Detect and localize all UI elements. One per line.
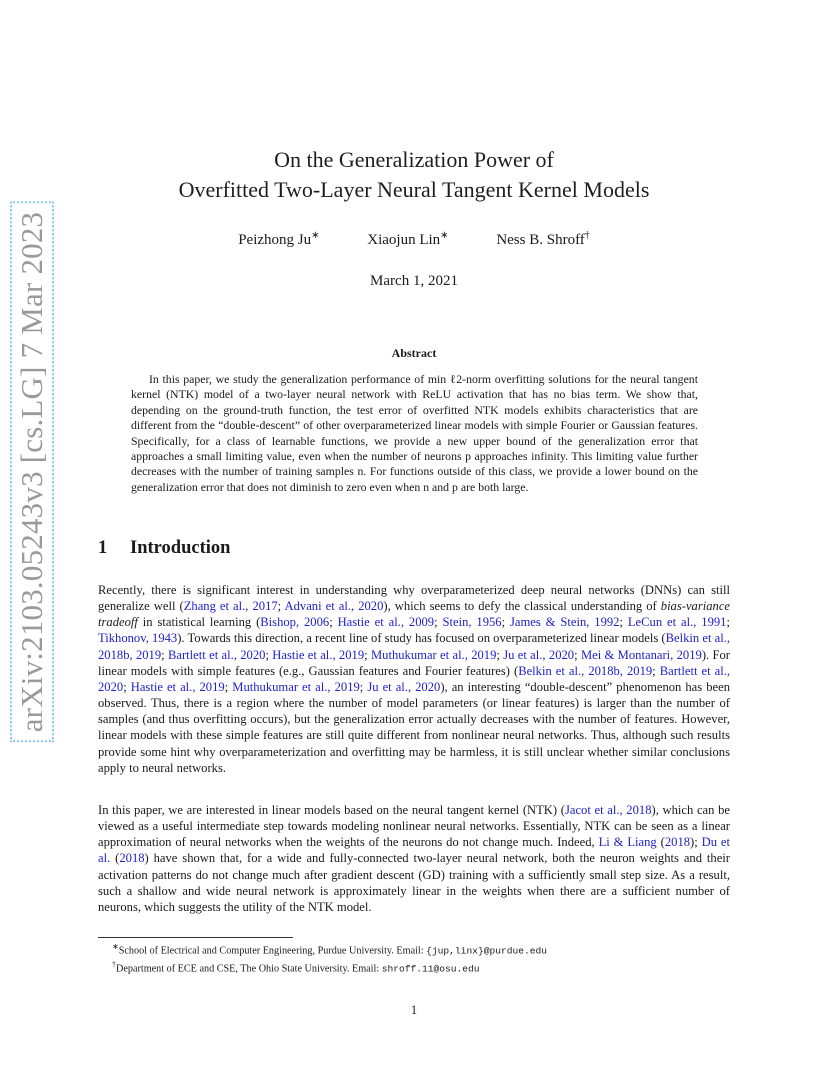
citation-link[interactable]: 2018 — [664, 835, 691, 850]
citation-link[interactable]: LeCun et al., 1991 — [627, 615, 727, 630]
citation-link[interactable]: Jacot et al., 2018 — [564, 803, 652, 817]
citation-link[interactable]: Zhang et al., 2017 — [183, 599, 278, 614]
footnotes — [112, 940, 732, 977]
citation-link[interactable]: Li & Liang — [598, 835, 657, 850]
abstract-heading: Abstract — [391, 346, 437, 360]
citation-link[interactable]: Muthukumar et al., 2019 — [370, 647, 497, 662]
citation-link[interactable]: Bishop, 2006 — [260, 615, 330, 630]
paper-title — [0, 145, 828, 205]
citation-link[interactable]: Belkin et al., 2018b, 2019 — [98, 631, 730, 662]
title-line-2: Overfitted Two-Layer Neural Tangent Kernel Models — [178, 177, 650, 202]
citation-link[interactable]: Bartlett et al., 2020 — [168, 647, 266, 662]
citation-link[interactable]: Belkin et al., 2018b, 2019 — [518, 663, 653, 678]
citation-link[interactable]: Ju et al., 2020 — [503, 647, 575, 662]
author-1: Peizhong Ju∗ — [238, 230, 320, 248]
citation-link[interactable]: Advani et al., 2020 — [284, 599, 384, 614]
section-number: 1 — [98, 538, 108, 558]
title-line-1: On the Generalization Power of — [274, 147, 554, 172]
citation-link[interactable]: Bartlett et al., 2020 — [98, 663, 730, 694]
citation-link[interactable]: Hastie et al., 2019 — [272, 647, 365, 662]
intro-paragraph-2: In this paper, we are interested in linear models based on the neural tangent kernel (NTK) (Jacot et al., 2018), which can be viewed as a useful intermediate step towards modeling nonlinear neural networks. Essentially, NTK can be seen as a linear approximation of neural networks when the weights of the neurons do not change much. Indeed, Li & Liang (2018); Du et al. (2018) have shown that, for a wide and fully-connected two-layer neural network, both the neuron weights and their activation patterns do not change much after gradient descent (GD) training with a sufficiently small step size. As a result, such a shallow and wide neural network is approximately linear in the weights when there are a sufficient number of neurons, which suggests the utility of the NTK model. — [98, 803, 731, 914]
email-address: {jup,linx}@purdue.edu — [426, 945, 548, 957]
citation-link[interactable]: Hastie et al., 2009 — [337, 615, 435, 630]
author-list — [0, 230, 828, 249]
citation-link[interactable]: Ju et al., 2020 — [367, 679, 441, 694]
citation-link[interactable]: Du et al. — [98, 835, 731, 866]
citation-link[interactable]: Muthukumar et al., 2019 — [232, 679, 360, 694]
citation-link[interactable]: Mei & Montanari, 2019 — [580, 647, 702, 662]
author-2: Xiaojun Lin∗ — [367, 230, 449, 248]
section-title: Introduction — [130, 538, 231, 558]
arxiv-identifier-stamp[interactable]: arXiv:2103.05243v3 [cs.LG] 7 Mar 2023 — [10, 202, 54, 743]
footnote-2: †Department of ECE and CSE, The Ohio State University. Email: shroff.11@osu.edu — [112, 960, 480, 975]
abstract-text: In this paper, we study the generalization performance of min ℓ2-norm overfitting solutions for the neural tangent kernel (NTK) model of a two-layer neural network with ReLU activation that has no bias term. We show that, depending on the ground-truth function, the test error of overfitted NTK models exhibits characteristics that are different from the “double-descent” of other overparameterized linear models with simple Fourier or Gaussian features. Specifically, for a class of learnable functions, we provide a new upper bound of the generalization error that approaches a small limiting value, even when the number of neurons p approaches infinity. This limiting value further decreases with the number of training samples n. For functions outside of this class, we provide a lower bound on the generalization error that does not diminish to zero even when n and p are both large. — [131, 372, 698, 494]
footnote-divider — [98, 937, 293, 938]
intro-paragraph-1: Recently, there is significant interest in understanding why overparameterized deep neural networks (DNNs) can still generalize well (Zhang et al., 2017; Advani et al., 2020), which seems to defy the classical understanding of bias-variance tradeoff in statistical learning (Bishop, 2006; Hastie et al., 2009; Stein, 1956; James & Stein, 1992; LeCun et al., 1991; Tikhonov, 1943). Towards this direction, a recent line of study has focused on overparameterized linear models (Belkin et al., 2018b, 2019; Bartlett et al., 2020; Hastie et al., 2019; Muthukumar et al., 2019; Ju et al., 2020; Mei & Montanari, 2019). For linear models with simple features (e.g., Gaussian features and Fourier features) (Belkin et al., 2018b, 2019; Bartlett et al., 2020; Hastie et al., 2019; Muthukumar et al., 2019; Ju et al., 2020), an interesting “double-descent” phenomenon has been observed. Thus, there is a region where the number of model parameters (or linear features) is larger than the number of samples (and thus overfitting occurs), but the generalization error actually decreases with the number of features. However, linear models with these simple features are still quite different from nonlinear neural networks. Thus, although such results provide some hint why overparameterization and overfitting may be harmless, it is still unclear whether similar conclusions apply to neural networks. — [98, 583, 731, 775]
section-heading — [98, 538, 230, 559]
author-3: Ness B. Shroff† — [496, 230, 590, 248]
email-address: shroff.11@osu.edu — [381, 963, 480, 975]
citation-link[interactable]: James & Stein, 1992 — [510, 615, 620, 630]
citation-link[interactable]: Hastie et al., 2019 — [130, 679, 225, 694]
footnote-1: ∗School of Electrical and Computer Engineering, Purdue University. Email: {jup,linx}@purdue.edu — [112, 942, 548, 957]
emphasis-text: bias-variance tradeoff — [98, 599, 731, 630]
citation-link[interactable]: 2018 — [119, 851, 145, 866]
page-number: 1 — [410, 1003, 418, 1017]
citation-link[interactable]: Tikhonov, 1943 — [98, 631, 178, 646]
citation-link[interactable]: Stein, 1956 — [442, 615, 502, 630]
paper-date: March 1, 2021 — [370, 273, 458, 289]
